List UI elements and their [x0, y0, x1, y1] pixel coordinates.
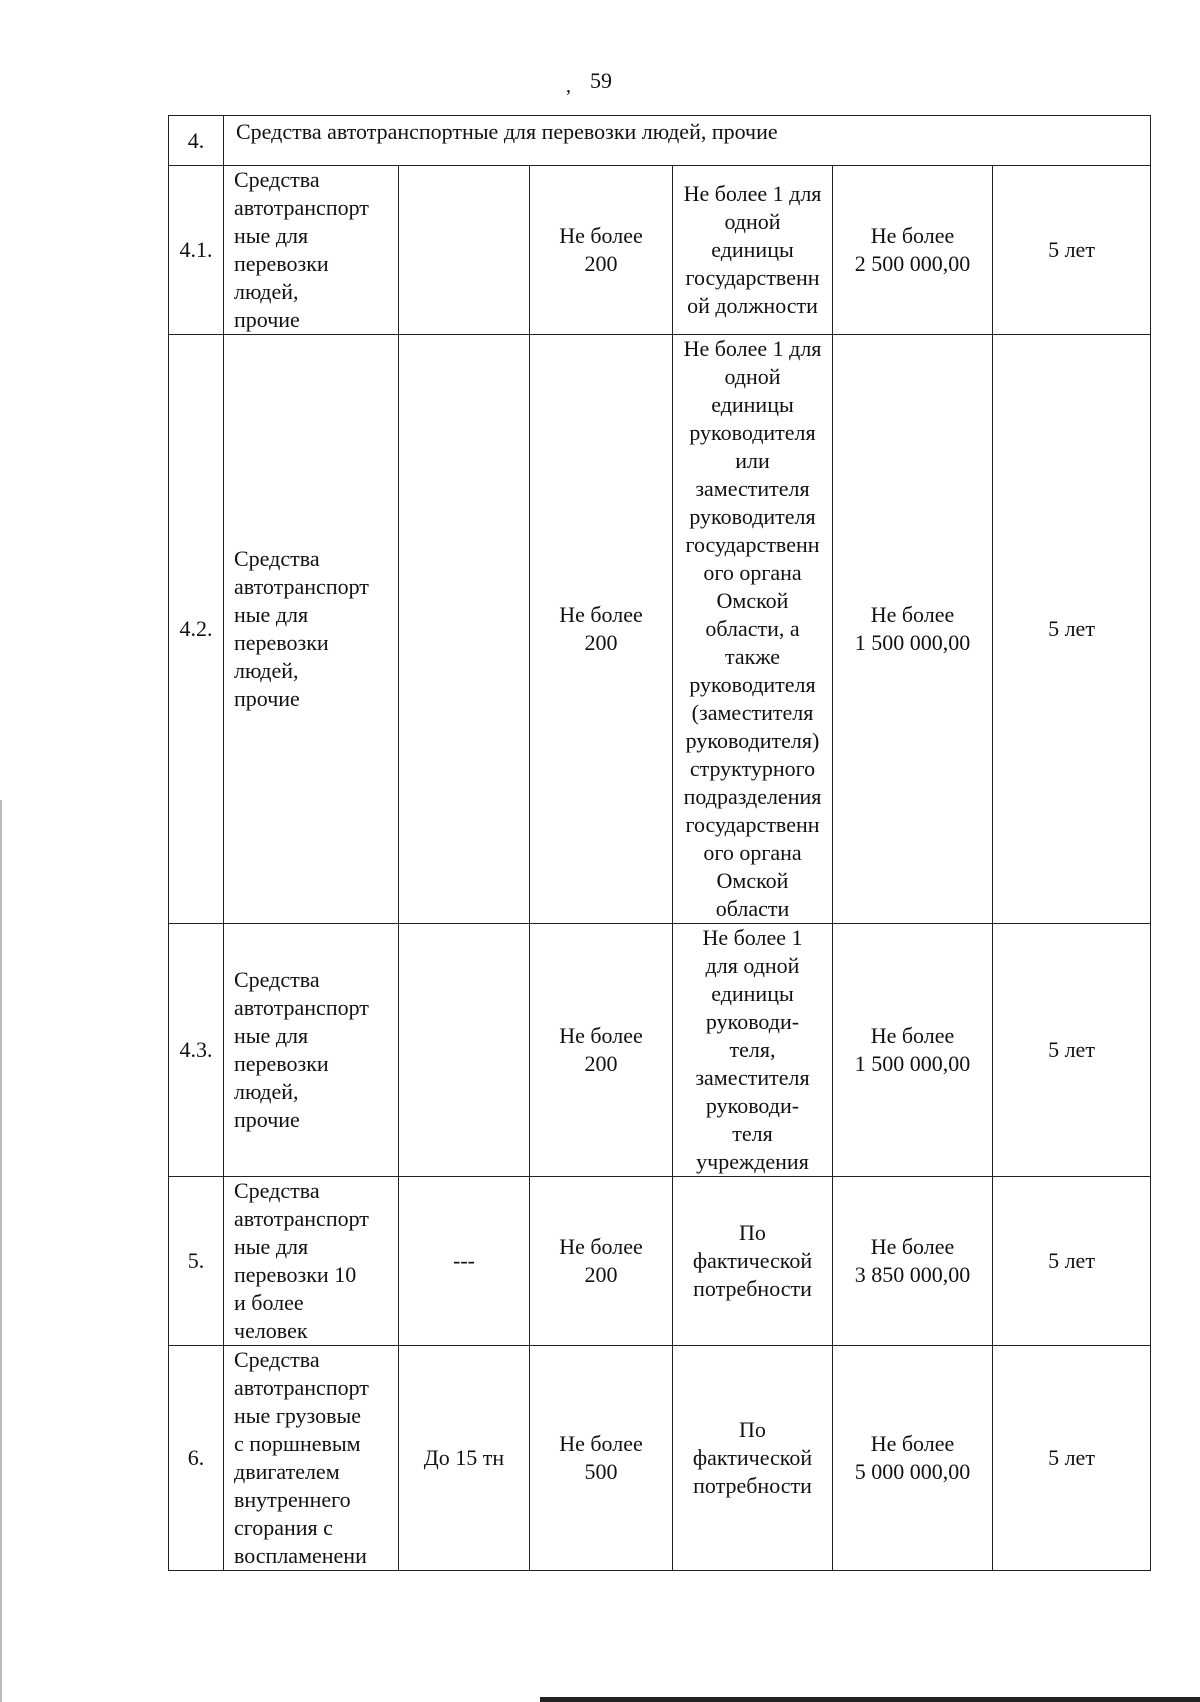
row-number: 6. — [169, 1346, 224, 1571]
row-quantity: Не более 1 для одной единицы руководи- теля, заместителя руководи- теля учреждения — [673, 924, 833, 1177]
row-param — [399, 166, 530, 335]
row-number: 4.1. — [169, 166, 224, 335]
row-term: 5 лет — [993, 166, 1151, 335]
table-row — [169, 335, 1151, 924]
section-header-row — [169, 116, 1151, 166]
row-param: До 15 тн — [399, 1346, 530, 1571]
row-number: 5. — [169, 1177, 224, 1346]
scan-edge-line — [0, 800, 2, 1702]
row-price: Не более 3 850 000,00 — [833, 1177, 993, 1346]
row-power: Не более 500 — [530, 1346, 673, 1571]
row-name: Средства автотранспорт ные для перевозки людей, прочие — [224, 924, 399, 1177]
page-number-value: 59 — [590, 68, 612, 93]
row-price: Не более 5 000 000,00 — [833, 1346, 993, 1571]
row-power: Не более 200 — [530, 166, 673, 335]
row-name: Средства автотранспорт ные для перевозки 10 и более человек — [224, 1177, 399, 1346]
row-param — [399, 924, 530, 1177]
bottom-edge-line — [540, 1697, 1200, 1702]
row-power: Не более 200 — [530, 924, 673, 1177]
row-name: Средства автотранспорт ные грузовые с поршневым двигателем внутреннего сгорания с воспламенени — [224, 1346, 399, 1571]
table-row — [169, 1346, 1151, 1571]
row-quantity: По фактической потребности — [673, 1177, 833, 1346]
row-price: Не более 1 500 000,00 — [833, 924, 993, 1177]
table-row — [169, 924, 1151, 1177]
row-quantity: Не более 1 для одной единицы руководителя или заместителя руководителя государственн ого органа Омской области, а также руководителя (заместителя руководителя) структурного подразделения государственн ого органа Омской области — [673, 335, 833, 924]
row-number: 4.2. — [169, 335, 224, 924]
page-mark: , — [566, 75, 571, 97]
row-number: 4.3. — [169, 924, 224, 1177]
row-param — [399, 335, 530, 924]
row-term: 5 лет — [993, 335, 1151, 924]
row-term: 5 лет — [993, 924, 1151, 1177]
row-name: Средства автотранспорт ные для перевозки людей, прочие — [224, 335, 399, 924]
row-term: 5 лет — [993, 1177, 1151, 1346]
row-price: Не более 2 500 000,00 — [833, 166, 993, 335]
row-power: Не более 200 — [530, 335, 673, 924]
section-number: 4. — [169, 116, 224, 166]
norms-table — [168, 115, 1151, 1571]
row-quantity: По фактической потребности — [673, 1346, 833, 1571]
page-number — [566, 68, 612, 97]
row-price: Не более 1 500 000,00 — [833, 335, 993, 924]
row-quantity: Не более 1 для одной единицы государственн ой должности — [673, 166, 833, 335]
section-title: Средства автотранспортные для перевозки людей, прочие — [224, 116, 1151, 166]
table-row — [169, 1177, 1151, 1346]
row-name: Средства автотранспорт ные для перевозки людей, прочие — [224, 166, 399, 335]
table-row — [169, 166, 1151, 335]
row-term: 5 лет — [993, 1346, 1151, 1571]
row-param: --- — [399, 1177, 530, 1346]
row-power: Не более 200 — [530, 1177, 673, 1346]
